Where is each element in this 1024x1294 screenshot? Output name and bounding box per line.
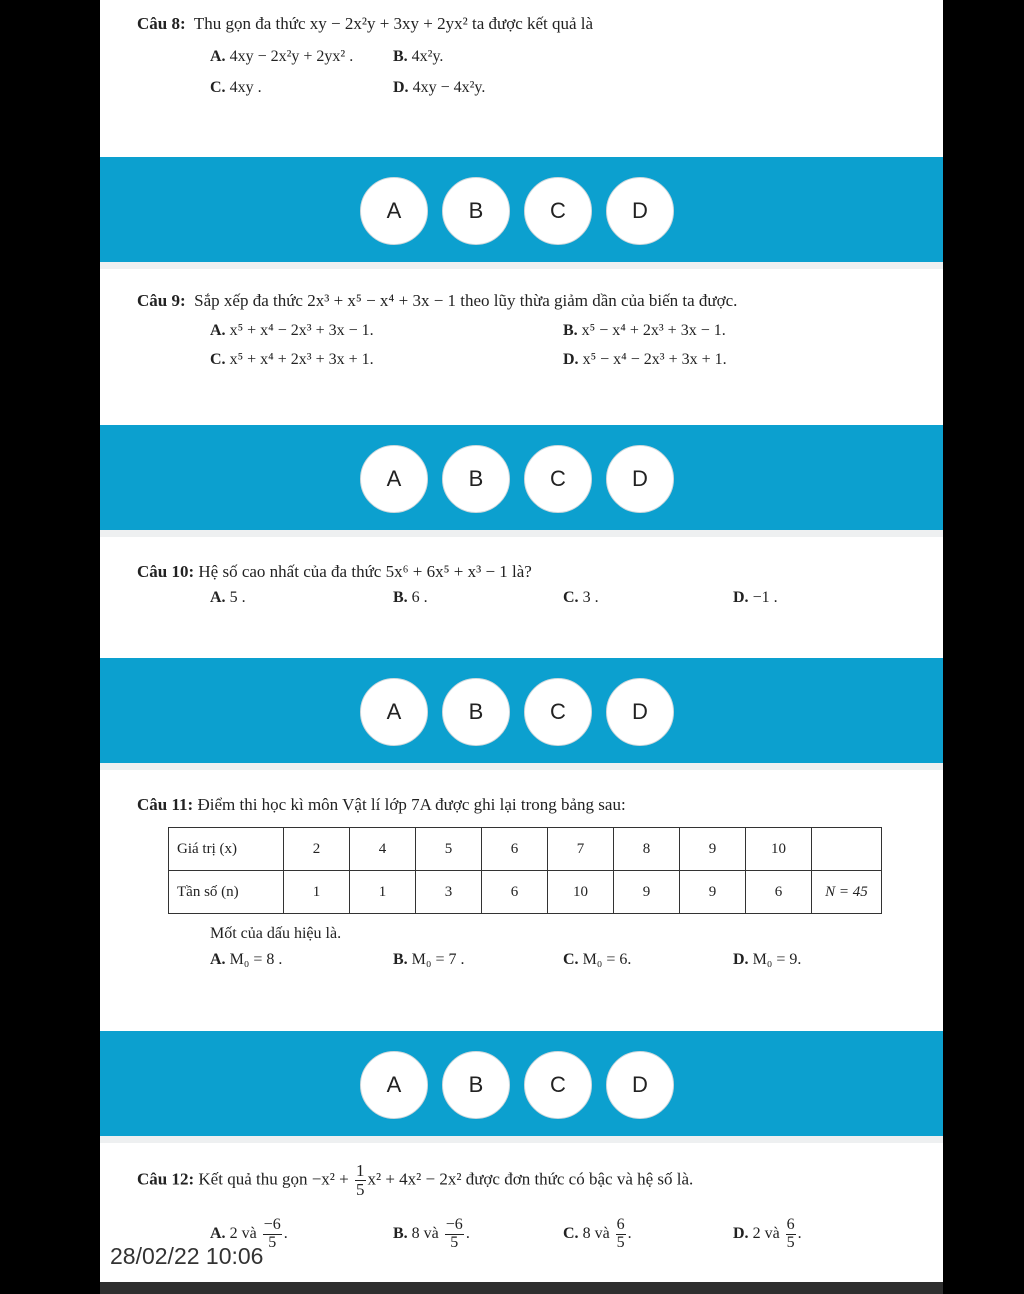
q8-option-a: A. 4xy − 2x²y + 2yx² . <box>210 48 354 65</box>
table-cell: 9 <box>680 871 746 914</box>
answer-c-button[interactable]: C <box>524 445 592 513</box>
table-header-frequency: Tần số (n) <box>169 871 284 914</box>
q10-option-b: B. 6 . <box>393 589 428 606</box>
answer-d-button[interactable]: D <box>606 1051 674 1119</box>
answer-d-button[interactable]: D <box>606 678 674 746</box>
q8-option-b: B. 4x²y. <box>393 48 444 65</box>
question-12: Câu 12: Kết quả thu gọn −x² + $\frac{1}{5}$ x² + 4x² − 2x² được đơn thức có bậc và hệ số là. <box>137 1161 694 1199</box>
q9-option-c: C. x⁵ + x⁴ + 2x³ + 3x + 1. <box>210 351 374 368</box>
table-cell: 5 <box>416 828 482 871</box>
question-11: Câu 11: Điểm thi học kì môn Vật lí lớp 7A được ghi lại trong bảng sau: <box>137 795 626 814</box>
q10-option-d: D. −1 . <box>733 589 778 606</box>
answer-a-button[interactable]: A <box>360 1051 428 1119</box>
answer-band-q9 <box>100 425 943 530</box>
answer-b-button[interactable]: B <box>442 177 510 245</box>
band-divider <box>100 262 943 269</box>
table-cell: 4 <box>350 828 416 871</box>
band-divider <box>100 1136 943 1143</box>
q9-option-b: B. x⁵ − x⁴ + 2x³ + 3x − 1. <box>563 322 726 339</box>
table-cell: 6 <box>482 828 548 871</box>
answer-a-button[interactable]: A <box>360 678 428 746</box>
answer-d-button[interactable]: D <box>606 445 674 513</box>
table-cell: 2 <box>284 828 350 871</box>
q11-subquestion: Mốt của dấu hiệu là. <box>210 925 342 942</box>
table-cell: 9 <box>614 871 680 914</box>
answer-b-button[interactable]: B <box>442 445 510 513</box>
photo-timestamp: 28/02/22 10:06 <box>110 1243 264 1269</box>
fraction: $\frac{-6}{5}$ <box>263 1216 281 1251</box>
answer-band-q11 <box>100 1031 943 1136</box>
q11-option-b: B. M₀ = 7 . <box>393 951 465 968</box>
q8-option-c: C. 4xy . <box>210 79 262 96</box>
q8-option-d: D. 4xy − 4x²y. <box>393 79 486 96</box>
table-cell: 9 <box>680 828 746 871</box>
q9-option-a: A. x⁵ + x⁴ − 2x³ + 3x − 1. <box>210 322 374 339</box>
table-cell: 6 <box>746 871 812 914</box>
q10-option-a: A. 5 . <box>210 589 246 606</box>
q12-option-a: A. 2 và $\frac{-6}{5}$ . <box>210 1216 288 1251</box>
q12-option-c: C. 8 và $\frac{6}{5}$ . <box>563 1216 632 1251</box>
table-cell: 6 <box>482 871 548 914</box>
answer-band-q8 <box>100 157 943 262</box>
band-divider <box>100 763 943 770</box>
answer-band-q10 <box>100 658 943 763</box>
band-divider <box>100 530 943 537</box>
table-row <box>169 871 882 914</box>
bottom-bar <box>100 1282 943 1294</box>
question-10: Câu 10: Hệ số cao nhất của đa thức 5x⁶ + 6x⁵ + x³ − 1 là? <box>137 562 532 581</box>
answer-b-button[interactable]: B <box>442 678 510 746</box>
fraction: $\frac{6}{5}$ <box>616 1216 625 1251</box>
answer-b-button[interactable]: B <box>442 1051 510 1119</box>
fraction: $\frac{6}{5}$ <box>786 1216 795 1251</box>
question-8: Câu 8: Thu gọn đa thức xy − 2x²y + 3xy + 2yx² ta được kết quả là <box>137 14 594 33</box>
question-9: Câu 9: Sắp xếp đa thức 2x³ + x⁵ − x⁴ + 3x − 1 theo lũy thừa giảm dần của biến ta được. <box>137 291 738 310</box>
table-header-value: Giá trị (x) <box>169 828 284 871</box>
q9-option-d: D. x⁵ − x⁴ − 2x³ + 3x + 1. <box>563 351 727 368</box>
table-cell: 1 <box>284 871 350 914</box>
answer-a-button[interactable]: A <box>360 177 428 245</box>
table-cell <box>812 828 882 871</box>
q11-option-c: C. M₀ = 6. <box>563 951 632 968</box>
answer-c-button[interactable]: C <box>524 1051 592 1119</box>
answer-c-button[interactable]: C <box>524 678 592 746</box>
q10-option-c: C. 3 . <box>563 589 599 606</box>
answer-c-button[interactable]: C <box>524 177 592 245</box>
table-total: N = 45 <box>812 871 882 914</box>
table-cell: 8 <box>614 828 680 871</box>
q11-option-a: A. M₀ = 8 . <box>210 951 283 968</box>
q11-option-d: D. M₀ = 9. <box>733 951 802 968</box>
fraction: $\frac{1}{5}$ <box>356 1161 365 1199</box>
q12-option-b: B. 8 và $\frac{-6}{5}$ . <box>393 1216 470 1251</box>
table-cell: 3 <box>416 871 482 914</box>
table-cell: 1 <box>350 871 416 914</box>
table-cell: 10 <box>548 871 614 914</box>
table-row <box>169 828 882 871</box>
q12-option-d: D. 2 và $\frac{6}{5}$ . <box>733 1216 802 1251</box>
fraction: $\frac{-6}{5}$ <box>445 1216 463 1251</box>
frequency-table <box>168 827 882 914</box>
table-cell: 10 <box>746 828 812 871</box>
table-cell: 7 <box>548 828 614 871</box>
answer-a-button[interactable]: A <box>360 445 428 513</box>
answer-d-button[interactable]: D <box>606 177 674 245</box>
